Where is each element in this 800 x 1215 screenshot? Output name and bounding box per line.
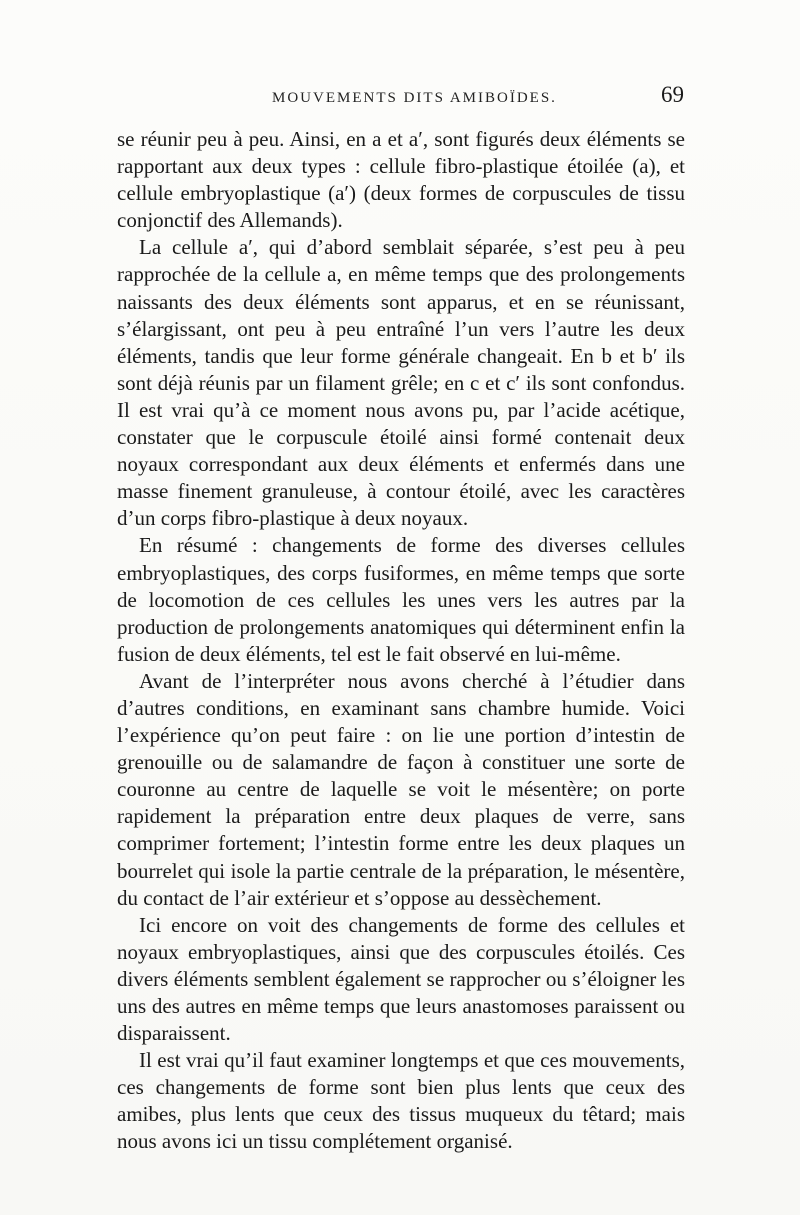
page-header: [118, 82, 684, 122]
paragraph-6: Il est vrai qu’il faut examiner longtemps et que ces mouvements, ces changements de forme sont bien plus lents que ceux des amibes, plus lents que ceux des tissus muqueux du têtard; mais nous avons ici un tissu complétement organisé.: [117, 1048, 685, 1154]
page-number: 69: [661, 82, 684, 107]
paragraph-2: La cellule a′, qui d’abord semblait séparée, s’est peu à peu rapprochée de la cellule a, en même temps que des prolongements naissants des deux éléments sont apparus, et en se réunissant, s’élargissant, ont peu à peu entraîné l’un vers l’autre les deux éléments, tandis que leur forme générale changeait. En b et b′ ils sont déjà réunis par un filament grêle; en c et c′ ils sont confondus. Il est vrai qu’à ce moment nous avons pu, par l’acide acétique, constater que le corpuscule étoilé ainsi formé contenait deux noyaux correspondant aux deux éléments et enfermés dans une masse finement granuleuse, à contour étoilé, avec les caractères d’un corps fibro-plastique à deux noyaux.: [117, 235, 685, 531]
paragraph-5: Ici encore on voit des changements de forme des cellules et noyaux embryoplastiques, ainsi que des corpuscules étoilés. Ces divers éléments semblent également se rapprocher ou s’éloigner les uns des autres en même temps que leurs anastomoses paraissent ou disparaissent.: [117, 912, 685, 1046]
paragraph-1: se réunir peu à peu. Ainsi, en a et a′, sont figurés deux éléments se rapportant aux deux types : cellule fibro-plastique étoilée (a), et cellule embryoplastique (a′) (deux formes de corpuscules de tissu conjonctif des Allemands).: [117, 127, 685, 233]
body-text: [117, 126, 685, 1156]
running-head: MOUVEMENTS DITS AMIBOÏDES.: [272, 90, 557, 106]
paragraph-4: Avant de l’interpréter nous avons cherché à l’étudier dans d’autres conditions, en examinant sans chambre humide. Voici l’expérience qu’on peut faire : on lie une portion d’intestin de grenouille ou de salamandre de façon à constituer une sorte de couronne au centre de laquelle se voit le mésentère; on porte rapidement la préparation entre deux plaques de verre, sans comprimer fortement; l’intestin forme entre les deux plaques un bourrelet qui isole la partie centrale de la préparation, le mésentère, du contact de l’air extérieur et s’oppose au dessèchement.: [117, 668, 685, 910]
paragraph-3: En résumé : changements de forme des diverses cellules embryoplastiques, des corps fusiformes, en même temps que sorte de locomotion de ces cellules les unes vers les autres par la production de prolongements anatomiques qui déterminent enfin la fusion de deux éléments, tel est le fait observé en lui-même.: [117, 533, 685, 666]
